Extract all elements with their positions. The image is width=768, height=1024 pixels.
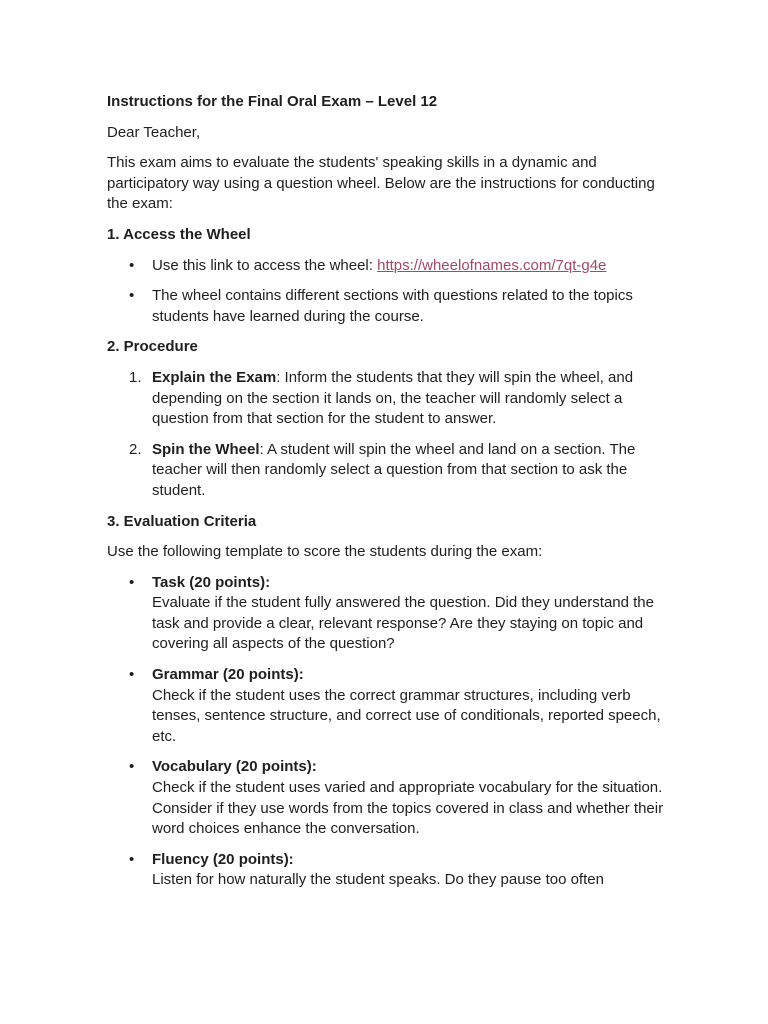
criterion-heading: Grammar (20 points): bbox=[152, 666, 304, 684]
criterion-text: Listen for how naturally the student speaks. Do they pause too often bbox=[152, 871, 604, 889]
bullet-icon: • bbox=[129, 287, 135, 305]
criterion-heading: Fluency (20 points): bbox=[152, 850, 294, 868]
list-item bbox=[107, 368, 668, 430]
list-item bbox=[107, 440, 668, 502]
bullet-icon: • bbox=[129, 758, 135, 776]
step-label: Spin the Wheel bbox=[152, 440, 260, 458]
step-label: Explain the Exam bbox=[152, 368, 277, 386]
section-heading-access: 1. Access the Wheel bbox=[107, 225, 251, 243]
step-text: : A student will spin the wheel and land on a section. The teacher will then randomly select a question from that section to ask the student. bbox=[152, 440, 636, 499]
access-list bbox=[107, 256, 668, 328]
section-heading-evaluation: 3. Evaluation Criteria bbox=[107, 512, 257, 530]
list-item bbox=[107, 286, 668, 327]
criterion-text: Check if the student uses varied and appropriate vocabulary for the situation. Consider if they use words from the topics covered in class and whether their word choices enhance the conversation. bbox=[152, 779, 664, 838]
list-item bbox=[107, 665, 668, 747]
list-item bbox=[107, 850, 668, 891]
step-text: : Inform the students that they will spin the wheel, and depending on the section it lands on, the teacher will randomly select a question from that section for the student to answer. bbox=[152, 368, 634, 428]
criterion-text: Evaluate if the student fully answered the question. Did they understand the task and provide a clear, relevant response? Are they staying on topic and covering all aspects of the question? bbox=[152, 594, 654, 653]
document-title: Instructions for the Final Oral Exam – Level 12 bbox=[107, 93, 438, 110]
step-number: 2. bbox=[129, 440, 142, 458]
access-item-text: Use this link to access the wheel: bbox=[152, 256, 378, 274]
criterion-heading: Task (20 points): bbox=[152, 573, 271, 591]
greeting: Dear Teacher, bbox=[107, 123, 201, 141]
criterion-text: Check if the student uses the correct grammar structures, including verb tenses, sentence structure, and correct use of conditionals, reported speech, etc. bbox=[152, 686, 661, 745]
criteria-list bbox=[107, 573, 668, 891]
step-number: 1. bbox=[129, 368, 142, 386]
wheel-link[interactable]: https://wheelofnames.com/7qt-g4e bbox=[377, 256, 607, 274]
section-heading-procedure: 2. Procedure bbox=[107, 338, 198, 356]
bullet-icon: • bbox=[129, 850, 135, 868]
bullet-icon: • bbox=[129, 256, 135, 274]
list-item bbox=[107, 757, 668, 839]
access-item-text: The wheel contains different sections with questions related to the topics students have learned during the course. bbox=[152, 287, 633, 325]
procedure-list bbox=[107, 368, 668, 502]
evaluation-lead: Use the following template to score the students during the exam: bbox=[107, 543, 543, 561]
list-item bbox=[107, 573, 668, 655]
bullet-icon: • bbox=[129, 666, 135, 684]
criterion-heading: Vocabulary (20 points): bbox=[152, 758, 317, 776]
bullet-icon: • bbox=[129, 573, 135, 591]
intro-paragraph: This exam aims to evaluate the students' speaking skills in a dynamic and participatory way using a question wheel. Below are the instructions for conducting the exam: bbox=[107, 154, 655, 213]
list-item bbox=[107, 256, 668, 277]
